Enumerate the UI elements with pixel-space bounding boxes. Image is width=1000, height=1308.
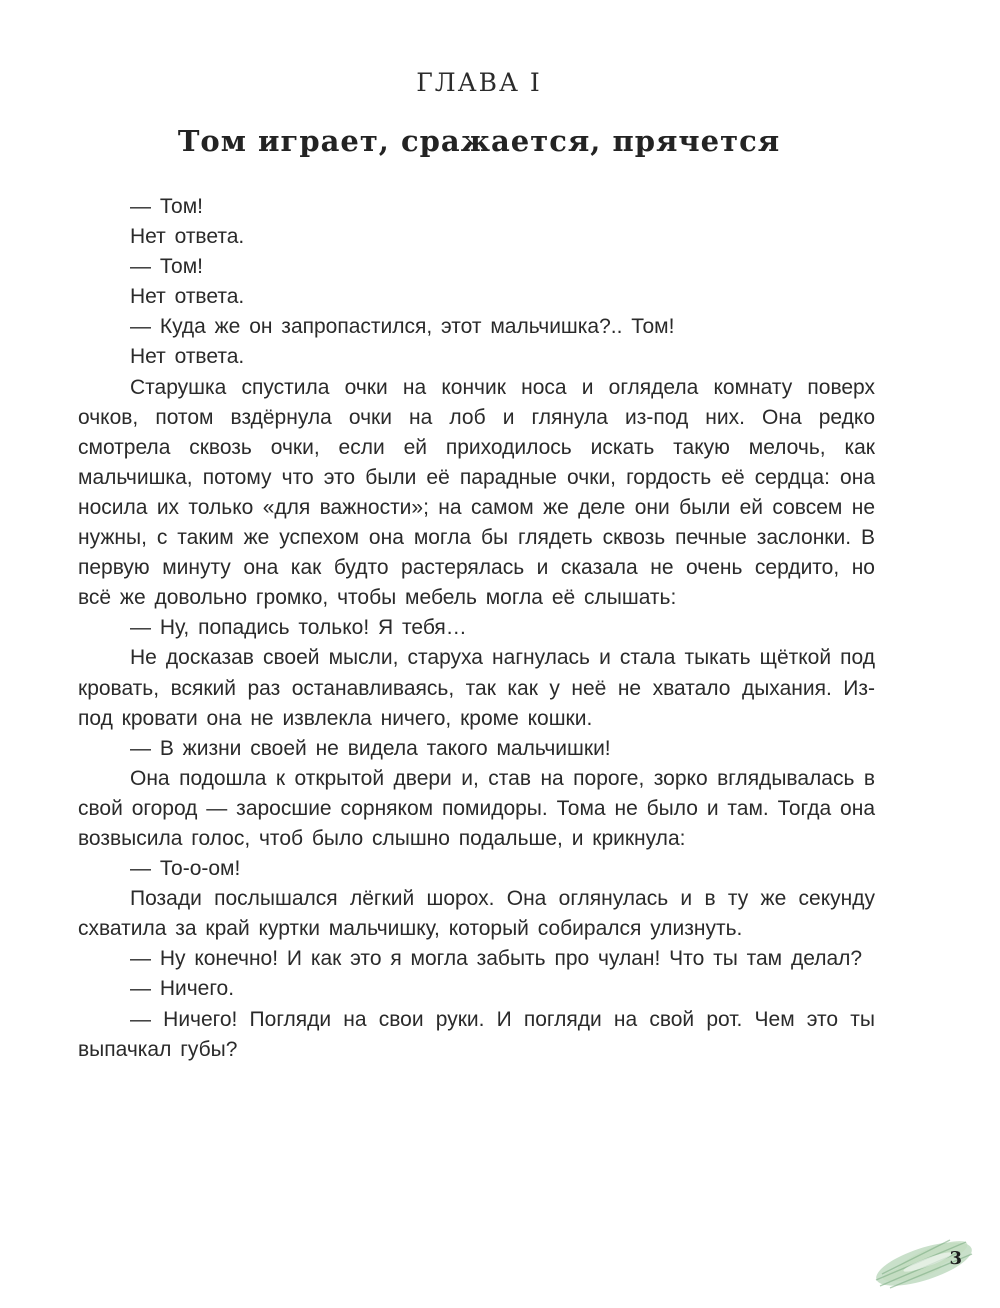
chapter-label: ГЛАВА I [416,68,542,97]
page-number-area [862,1218,982,1298]
paragraph: — Том! [130,195,203,218]
paragraph: Она подошла к открытой двери и, став на пороге, зорко вглядывалась в свой огород — заросшие сорняком помидоры. Тома не было и там. Тогда она возвысила голос, чтоб было слышно подальше, и крикнула: [78,766,875,850]
paragraph: Нет ответа. [130,345,245,369]
page-number: 3 [949,1248,962,1269]
paragraph: — Том! [130,255,203,279]
paragraph: — Ничего! Погляди на свои руки. И погляди на свой рот. Чем это ты выпачкал губы? [78,1007,875,1061]
chapter-body [78,192,875,1065]
watercolor-brush-decoration [862,1218,982,1298]
paragraph: — Ничего. [130,977,235,1001]
paragraph: Позади послышался лёгкий шорох. Она оглянулась и в ту же секунду схватила за край куртки мальчишку, который собирался улизнуть. [78,887,875,941]
paragraph: Не досказав своей мысли, старуха нагнулась и стала тыкать щёткой под кровать, всякий раз останавливаясь, так как у неё не хватало дыхания. Из-под кровати она не извлекла ничего, кроме кошки. [78,646,875,730]
paragraph: Нет ответа. [130,285,245,309]
chapter-title: Том играет, сражается, прячется [177,124,781,158]
paragraph: — Куда же он запропастился, этот мальчишка?.. Том! [130,315,675,339]
paragraph: — То-о-ом! [130,857,241,881]
paragraph: — В жизни своей не видела такого мальчишки! [130,736,611,760]
paragraph: Старушка спустила очки на кончик носа и оглядела комнату поверх очков, потом вздёрнула очки на лоб и глянула из-под них. Она редко смотрела сквозь очки, если ей приходилось искать такую мелочь, как мальчишка, потому что это были её парадные очки, гордость её сердца: она носила их только «для важности»; на самом же деле они были ей совсем не нужны, с таким же успехом она могла бы глядеть сквозь печные заслонки. В первую минуту она как будто растерялась и сказала не очень сердито, но всё же довольно громко, чтобы мебель могла её слышать: [78,375,875,610]
paragraph: — Ну, попадись только! Я тебя… [130,616,467,640]
paragraph: — Ну конечно! И как это я могла забыть про чулан! Что ты там делал? [130,947,863,971]
paragraph: Нет ответа. [130,225,245,249]
